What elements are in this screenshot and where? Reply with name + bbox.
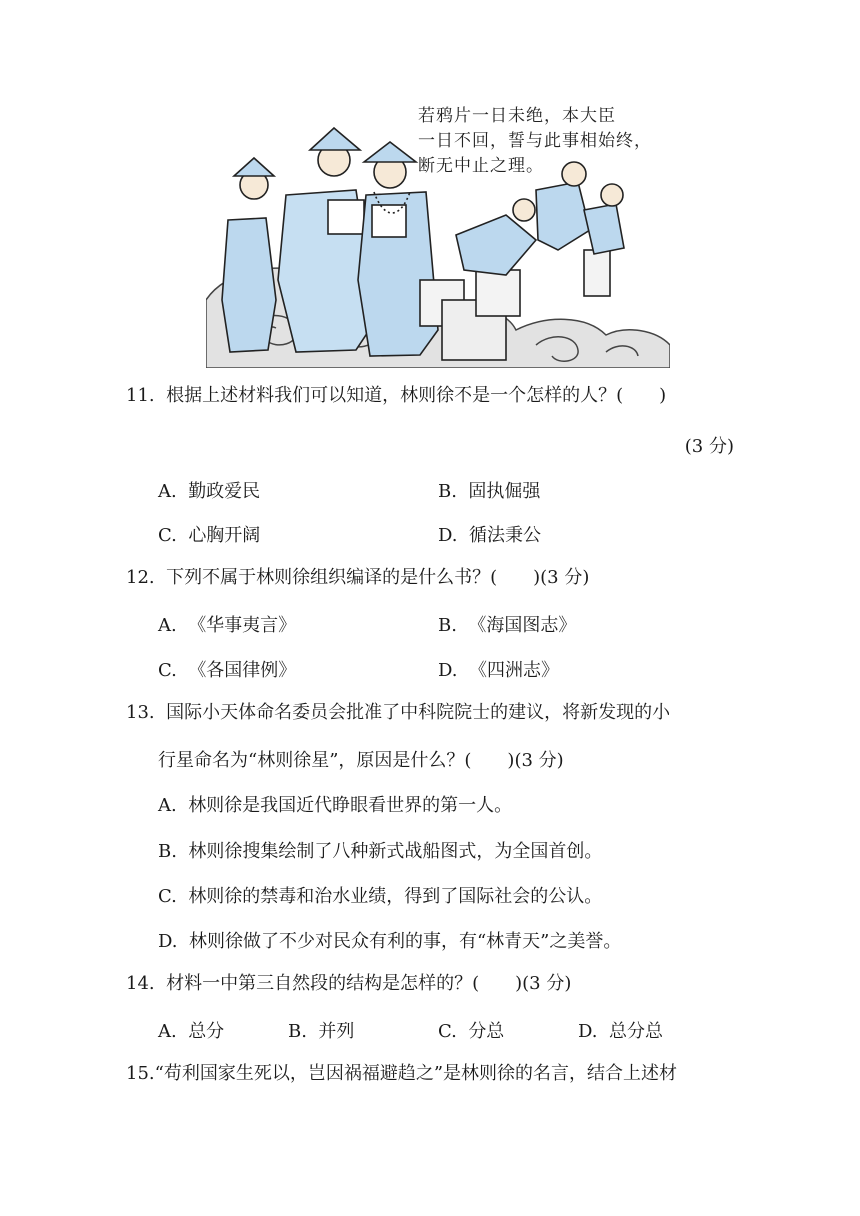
question-13-line-2: 行星命名为“林则徐星”，原因是什么？( )(3 分) [158,750,564,771]
option-b: B. 林则徐搜集绘制了八种新式战船图式，为全国首创。 [158,841,603,862]
option-d: D. 《四洲志》 [438,660,559,681]
question-13 [126,701,670,725]
question-15 [126,1062,677,1086]
question-number: 15. [126,1063,155,1084]
speech-line: 若鸦片一日未绝，本大臣 [418,106,616,126]
question-number: 12. [126,567,155,588]
option-c: C. 林则徐的禁毒和治水业绩，得到了国际社会的公认。 [158,886,603,907]
option-b: B. 并列 [288,1021,355,1042]
speech-line: 断无中止之理。 [418,156,544,176]
question-text: 下列不属于林则徐组织编译的是什么书？( )(3 分) [166,567,590,588]
question-text: “苟利国家生死以，岂因祸福避趋之”是林则徐的名言，结合上述材 [154,1063,678,1084]
option-c: C. 分总 [438,1021,505,1042]
question-number: 14. [126,973,155,994]
option-a: A. 林则徐是我国近代睁眼看世界的第一人。 [158,795,513,816]
question-11-score: (3 分) [684,436,734,457]
question-11 [126,384,666,408]
option-a: A. 勤政爱民 [158,481,261,502]
option-d: D. 循法秉公 [438,525,541,546]
question-14 [126,972,571,996]
speech-bubble-text [418,104,678,179]
speech-line: 一日不回，誓与此事相始终， [418,131,652,151]
question-number: 11. [126,385,155,406]
question-text: 国际小天体命名委员会批准了中科院院士的建议，将新发现的小 [166,702,671,723]
question-12 [126,566,589,590]
question-text: 根据上述材料我们可以知道，林则徐不是一个怎样的人？( ) [166,385,667,406]
option-d: D. 总分总 [578,1021,663,1042]
question-text: 材料一中第三自然段的结构是怎样的？( )(3 分) [166,973,572,994]
option-b: B. 固执倔强 [438,481,541,502]
option-a: A. 总分 [158,1021,225,1042]
officials-group [222,128,438,356]
question-number: 13. [126,702,155,723]
option-b: B. 《海国图志》 [438,615,577,636]
option-c: C. 《各国律例》 [158,660,297,681]
option-c: C. 心胸开阔 [158,525,261,546]
option-a: A. 《华事夷言》 [158,615,297,636]
option-d: D. 林则徐做了不少对民众有利的事，有“林青天”之美誉。 [158,931,622,952]
